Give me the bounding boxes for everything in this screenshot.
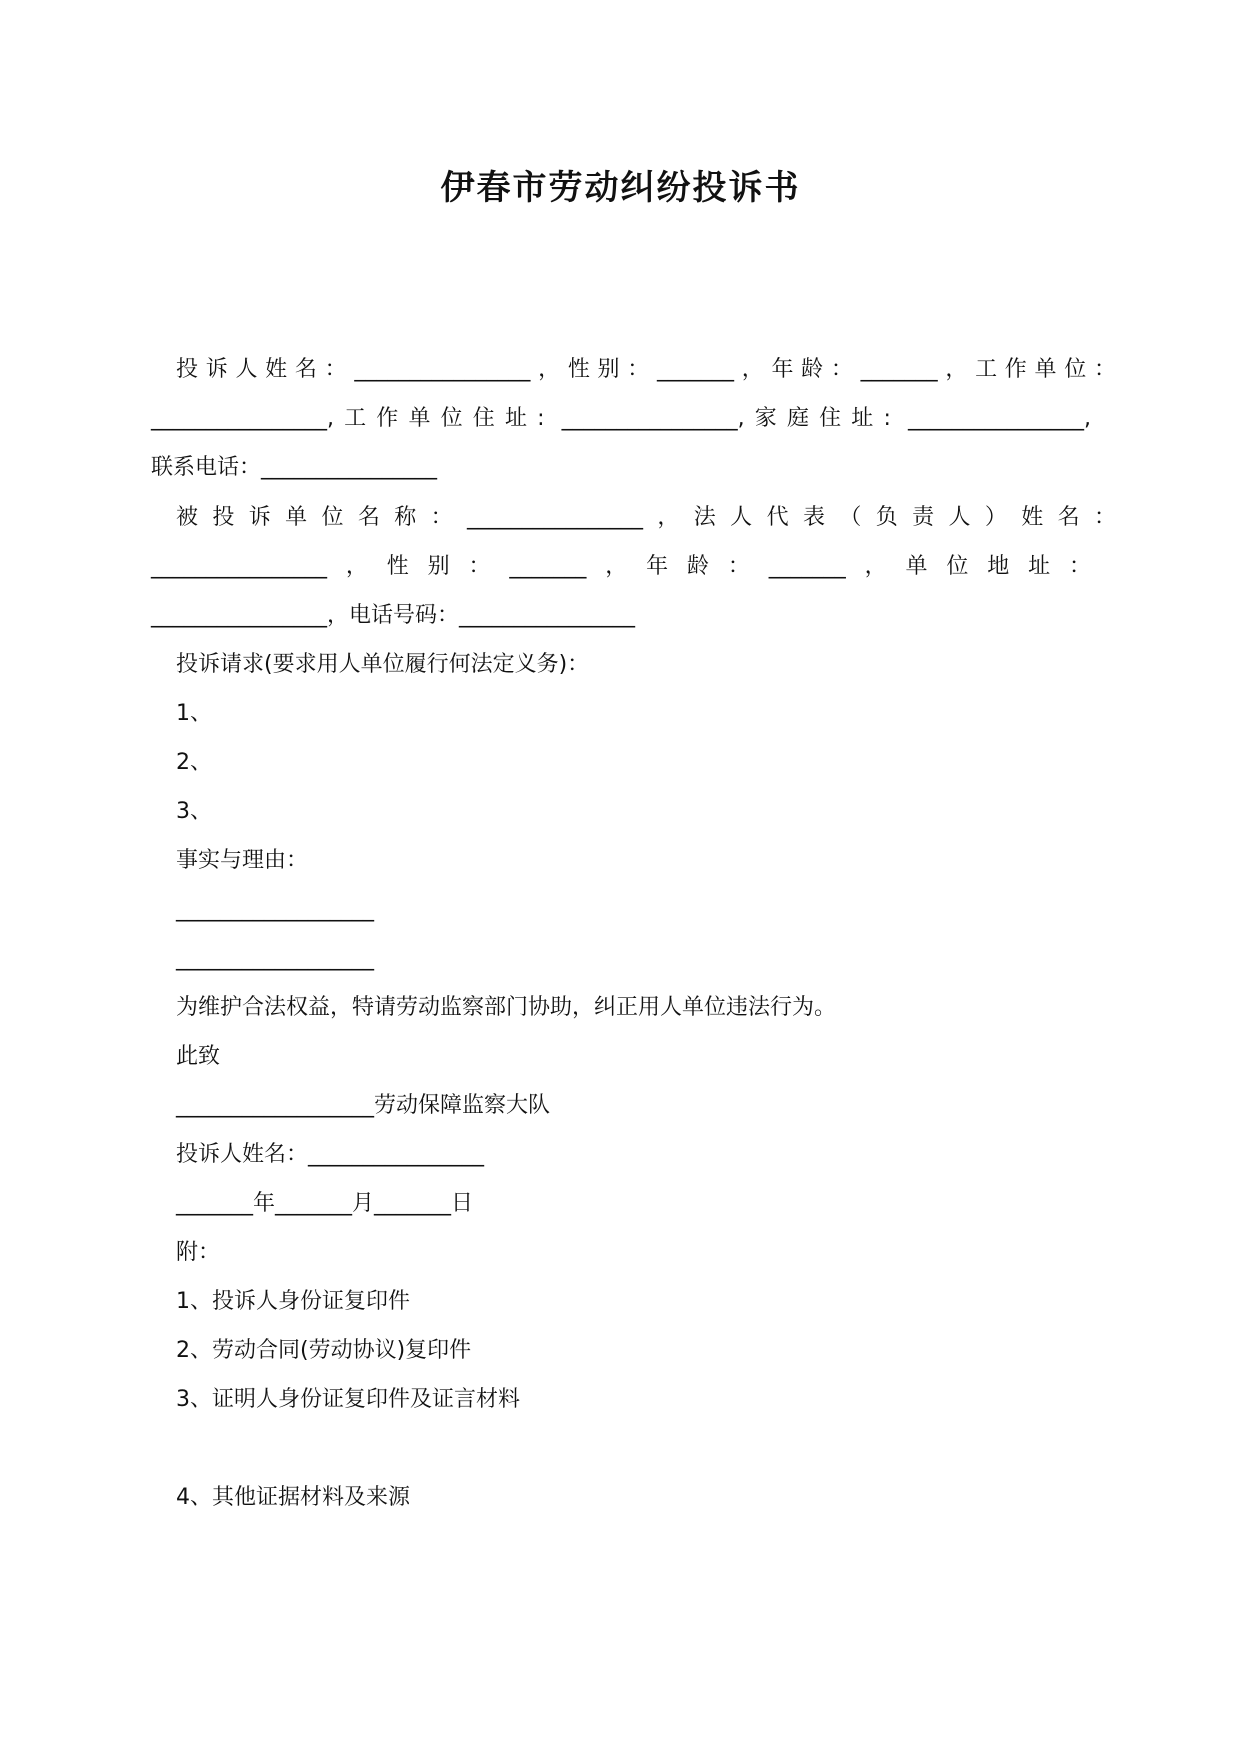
complainant-phone-line: 联系电话：________________ (151, 455, 438, 480)
attachment-item-3: 3、证明人身份证复印件及证言材料 (176, 1387, 520, 1412)
document-title: 伊春市劳动纠纷投诉书 (440, 168, 801, 208)
attachment-item-1: 1、投诉人身份证复印件 (176, 1289, 410, 1314)
attachment-item-4: 4、其他证据材料及来源 (176, 1485, 410, 1510)
salutation: 此致 (176, 1044, 221, 1069)
signature-name-line: 投诉人姓名：________________ (176, 1142, 485, 1167)
facts-blank-1: __________________ (176, 897, 374, 922)
attachments-heading: 附： (176, 1240, 221, 1265)
request-item-1: 1、 (176, 701, 212, 726)
recipient-line: __________________劳动保障监察大队 (176, 1093, 551, 1118)
facts-blank-2: __________________ (176, 946, 374, 971)
complainant-info-line-1: 投诉人姓名：________________，性别：_______，年龄：_______，工作单位： (176, 357, 1116, 382)
request-heading: 投诉请求(要求用人单位履行何法定义务)： (176, 652, 590, 677)
facts-heading: 事实与理由： (176, 848, 309, 873)
closing-statement: 为维护合法权益，特请劳动监察部门协助，纠正用人单位违法行为。 (176, 995, 837, 1020)
request-item-3: 3、 (176, 799, 212, 824)
respondent-info-line-1: 被投诉单位名称：________________，法人代表（负责人）姓名： (176, 505, 1116, 530)
respondent-info-line-3: ________________，电话号码：________________ (151, 603, 636, 628)
complainant-info-line-2: ________________,工作单位住址: ________________,家庭住址: ________________, (151, 406, 1091, 431)
respondent-info-line-2: ________________，性别：_______，年龄：_______，单位地址： (151, 554, 1091, 579)
request-item-2: 2、 (176, 750, 212, 775)
date-line: _______年_______月_______日 (176, 1191, 474, 1216)
attachment-item-2: 2、劳动合同(劳动协议)复印件 (176, 1338, 472, 1363)
